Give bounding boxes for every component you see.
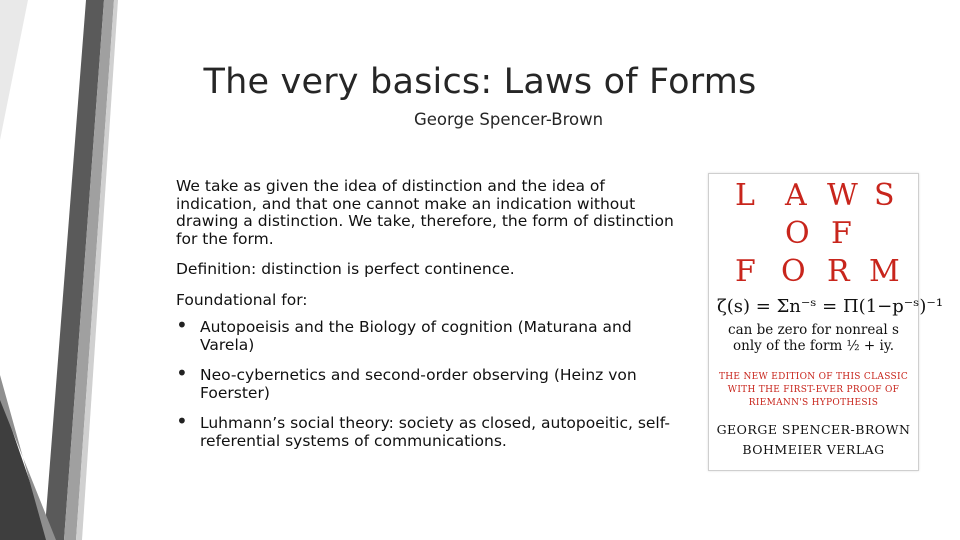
- cover-letter: R: [827, 254, 850, 289]
- foundational-label: Foundational for:: [176, 290, 308, 309]
- bullet-text: Autopoeisis and the Biology of cognition (Maturana and Varela): [200, 318, 632, 354]
- cover-letter: A: [785, 178, 807, 213]
- cover-letter: S: [874, 178, 895, 213]
- cover-author: GEORGE SPENCER-BROWN: [716, 422, 911, 437]
- cover-letter: F: [735, 254, 756, 289]
- book-cover-image: [708, 173, 944, 471]
- cover-tagline: WITH THE FIRST-EVER PROOF OF: [727, 385, 900, 395]
- cover-tagline: THE NEW EDITION OF THIS CLASSIC: [718, 372, 909, 382]
- cover-letter: F: [831, 216, 852, 251]
- cover-letter: O: [781, 254, 806, 289]
- list-item: [176, 409, 676, 450]
- cover-tagline: RIEMANN'S HYPOTHESIS: [748, 398, 879, 408]
- bullet-icon: •: [176, 313, 188, 337]
- list-item: [176, 361, 676, 402]
- cover-subline: only of the form ½ + iy.: [733, 338, 894, 354]
- bullet-list: [176, 313, 676, 450]
- slide-title: The very basics: Laws of Forms: [203, 62, 757, 102]
- list-item: [176, 313, 676, 354]
- cover-subline: can be zero for nonreal s: [728, 322, 899, 338]
- cover-letter: O: [785, 216, 810, 251]
- intro-paragraph: We take as given the idea of distinction and the idea of indication, and that one cannot make an indication without drawing a distinction. We take, therefore, the form of distinction for the form.: [176, 177, 674, 248]
- slide-subtitle: George Spencer-Brown: [414, 110, 604, 129]
- cover-formula: ζ(s) = Σn⁻ˢ = Π(1−p⁻ˢ)⁻¹: [717, 296, 944, 317]
- bullet-text: Neo-cybernetics and second-order observing (Heinz von Foerster): [200, 366, 637, 402]
- cover-letter: W: [827, 178, 858, 213]
- content-body: [176, 178, 676, 463]
- bullet-icon: •: [176, 361, 188, 385]
- bullet-text: Luhmann’s social theory: society as closed, autopoeitic, self-referential systems of communications.: [200, 414, 670, 450]
- cover-letter: M: [869, 254, 900, 289]
- bullet-icon: •: [176, 409, 188, 433]
- cover-letter: L: [735, 178, 755, 213]
- cover-publisher: BOHMEIER VERLAG: [742, 442, 885, 457]
- definition-paragraph: Definition: distinction is perfect continence.: [176, 260, 515, 278]
